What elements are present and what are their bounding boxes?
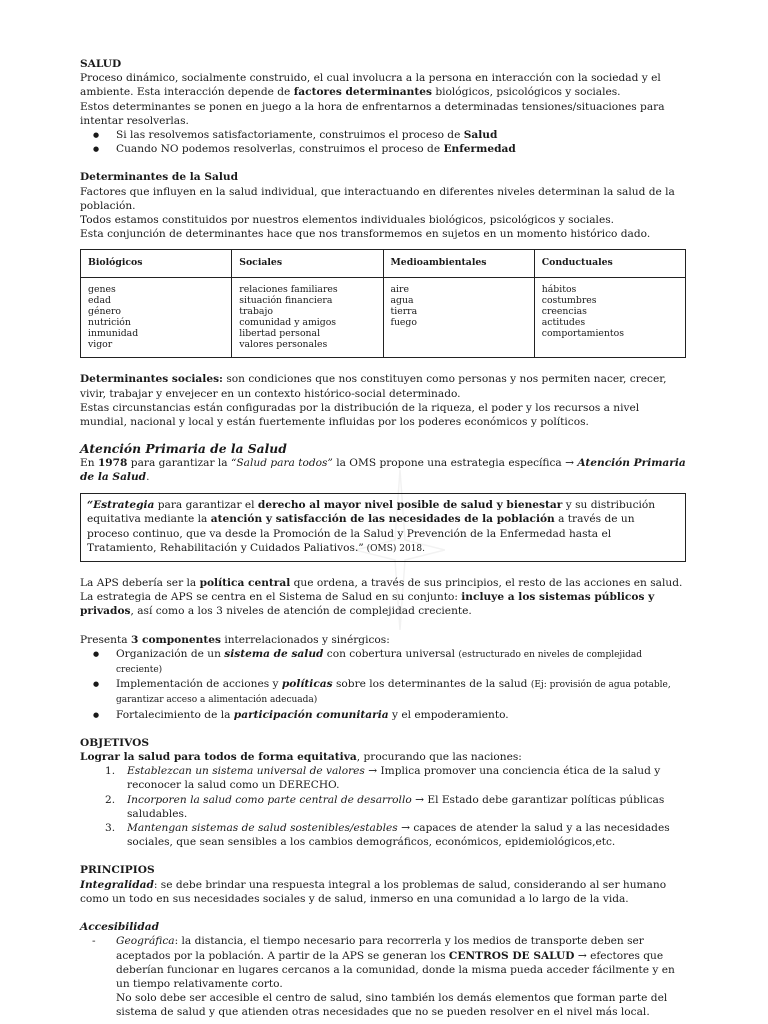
table-header: Conductuales <box>534 250 685 278</box>
list-item: ● Si las resolvemos satisfactoriamente, construimos el proceso de Salud <box>80 128 688 142</box>
list-item: 2. Incorporen la salud como parte central de desarrollo → El Estado debe garantizar políticas públicas saludables. <box>105 793 665 820</box>
aps-politica: La APS debería ser la política central que ordena, a través de sus principios, el resto de las acciones en salud. <box>80 577 683 590</box>
list-item: ● Fortalecimiento de la participación comunitaria y el empoderamiento. <box>80 708 688 722</box>
oms-quote-box: “Estrategia para garantizar el derecho al mayor nivel posible de salud y bienestar y su distribución equitativa mediante la atención y satisfacción de las necesidades de la población a través de un proceso continuo, que va desde la Promoción de la Salud y Prevención de la Enfermedad hasta el Tratamiento, Rehabilitación y Cuidados Paliativos.” (OMS) 2018. <box>80 493 686 562</box>
aps-estrategia: La estrategia de APS se centra en el Sistema de Salud en su conjunto: incluye a los sistemas públicos y privados, así como a los 3 niveles de atención de complejidad creciente. <box>80 591 655 618</box>
salud-paragraph: Proceso dinámico, socialmente construido, el cual involucra a la persona en interacción con la sociedad y el ambiente. Esta interacción depende de factores determinantes biológicos, psicológicos y sociales. <box>80 72 661 99</box>
determinantes-line: Esta conjunción de determinantes hace que nos transformemos en sujetos en un momento histórico dado. <box>80 228 651 241</box>
aps-title: Atención Primaria de la Salud <box>80 441 287 457</box>
table-cell: hábitos costumbres creencias actitudes comportamientos <box>534 278 685 358</box>
aps-componentes <box>80 647 688 722</box>
list-item: ● Implementación de acciones y políticas sobre los determinantes de la salud (Ej: provisión de agua potable, garantizar acceso a alimentación adecuada) <box>80 677 688 707</box>
table-header: Sociales <box>232 250 383 278</box>
table-cell: genes edad género nutrición inmunidad vigor <box>81 278 232 358</box>
objetivos-lead: Lograr la salud para todos de forma equitativa, procurando que las naciones: <box>80 751 522 764</box>
det-sociales-paragraph: Determinantes sociales: son condiciones que nos constituyen como personas y nos permiten nacer, crecer, vivir, trabajar y envejecer en un contexto histórico-social determinado. <box>80 373 667 400</box>
integralidad-paragraph: Integralidad: se debe brindar una respuesta integral a los problemas de salud, considerando al ser humano como un todo en sus necesidades sociales y de salud, inmerso en una comunidad a lo largo de la vida. <box>80 878 667 905</box>
list-item: ● Organización de un sistema de salud con cobertura universal (estructurado en niveles de complejidad creciente) <box>80 647 688 677</box>
determinantes-line: Todos estamos constituidos por nuestros elementos individuales biológicos, psicológicos y sociales. <box>80 214 615 227</box>
objetivos-list <box>80 764 688 849</box>
salud-paragraph-2: Estos determinantes se ponen en juego a la hora de enfrentarnos a determinadas tensiones/situaciones para intentar resolverlas. <box>80 100 665 127</box>
list-item: 3. Mantengan sistemas de salud sostenibles/estables → capaces de atender la salud y a las necesidades sociales, que sean sensibles a los cambios demográficos, económicos, epidemiológicos,etc. <box>105 822 670 849</box>
list-item: ● Cuando NO podemos resolverlas, construimos el proceso de Enfermedad <box>80 142 688 156</box>
determinantes-line: Factores que influyen en la salud individual, que interactuando en diferentes niveles determinan la salud de la población. <box>80 185 675 212</box>
objetivos-title: OBJETIVOS <box>80 736 150 749</box>
table-header: Biológicos <box>81 250 232 278</box>
table-header: Medioambientales <box>383 250 534 278</box>
table-cell: aire agua tierra fuego <box>383 278 534 358</box>
det-sociales-paragraph-2: Estas circunstancias están configuradas por la distribución de la riqueza, el poder y los recursos a nivel mundial, nacional y local y están fuertemente influidas por los poderes económicos y políticos. <box>80 401 640 429</box>
document-page <box>80 57 688 1020</box>
principios-title: PRINCIPIOS <box>80 864 155 877</box>
list-item: 1. Establezcan un sistema universal de valores → Implica promover una conciencia ética de la salud y reconocer la salud como un DERECHO. <box>105 765 661 792</box>
determinantes-table <box>80 249 686 358</box>
accesibilidad-list <box>80 934 688 1019</box>
list-item: - Geográfica: la distancia, el tiempo necesario para recorrerla y los medios de transporte deben ser aceptados por la población. A partir de la APS se generan los CENTROS DE SALUD → efectores que deberían funcionar en lugares cercanos a la comunidad, donde la misma pueda acceder fácilmente y en un tiempo relativamente corto. No solo debe ser accesible el centro de salud, sino también los demás elementos que forman parte del sistema de salud y que atienden otras necesidades que no se pueden resolver en el nivel más local. <box>92 935 675 1019</box>
aps-intro: En 1978 para garantizar la “Salud para todos” la OMS propone una estrategia específica → Atención Primaria de la Salud. <box>80 457 686 484</box>
determinantes-title: Determinantes de la Salud <box>80 171 238 184</box>
accesibilidad-title: Accesibilidad <box>80 921 160 934</box>
salud-title: SALUD <box>80 58 122 70</box>
salud-bullets <box>80 128 688 156</box>
table-cell: relaciones familiares situación financiera trabajo comunidad y amigos libertad personal valores personales <box>232 278 383 358</box>
aps-componentes-lead: Presenta 3 componentes interrelacionados y sinérgicos: <box>80 633 390 646</box>
